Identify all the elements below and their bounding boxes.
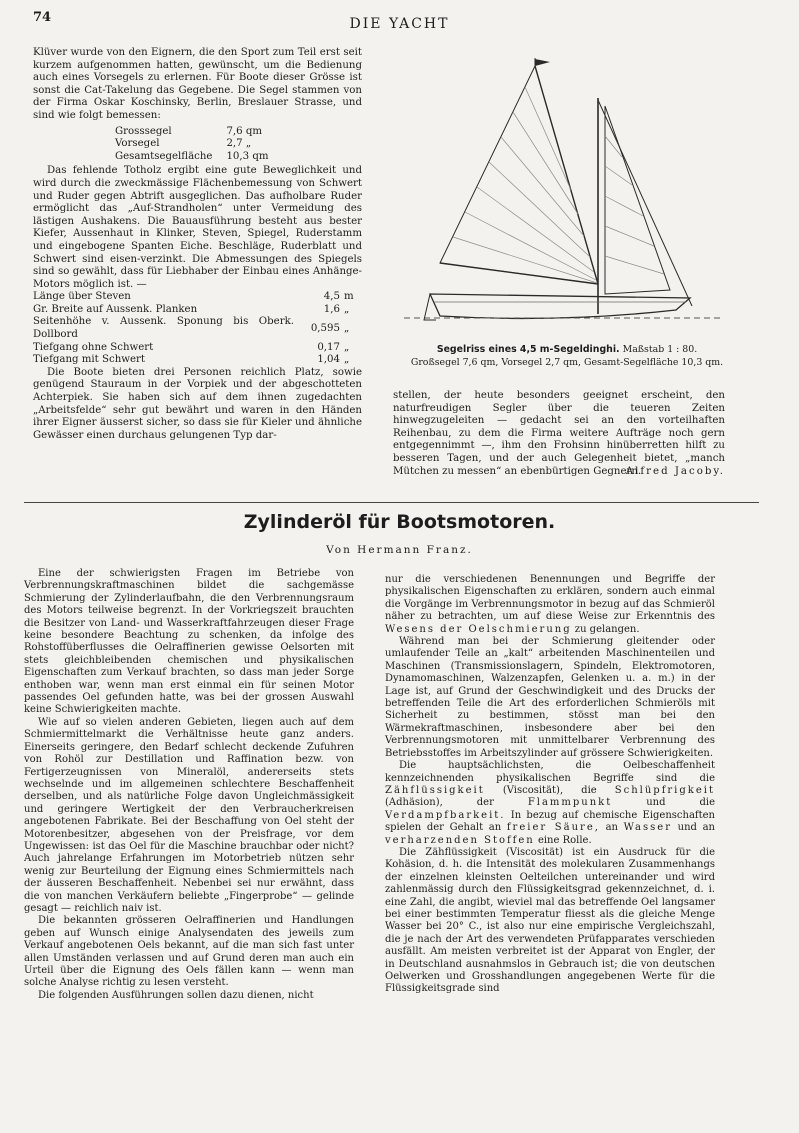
article-left-column <box>24 568 354 1002</box>
article-byline: Von Hermann Franz. <box>326 544 473 556</box>
paragraph: stellen, der heute besonders geeignet erscheint, den naturfreudigen Segler über die teueren Zeiten hinwegzugeleiten — gedacht sei an den vorteilhaften Reihenbau, zu dem die Firma weitere Aufträge noch gern entgegennimmt —, ihm den Frohsinn hinüberretten hilft zu besseren Tagen, und der auch Gelegenheit bietet, „manch Mütchen zu messen“ an ebenbürtigen Gegnern. <box>393 390 725 477</box>
table-row <box>115 151 283 164</box>
dim-label: Seitenhöhe v. Aussenk. Sponung bis Oberk. Dollbord <box>33 316 294 341</box>
top-left-column <box>33 47 362 442</box>
spaced-term: Schlüpfrigkeit <box>614 784 715 796</box>
dim-value: 1,04 <box>317 354 340 366</box>
paragraph: Die bekannten grösseren Oelraffinerien und Handlungen geben auf Wunsch einige Analysendaten des jeweils zum Verkauf angebotenen Oels bekannt, auf die man sich fast unter allen Umständen verlassen und auf Grund deren man auch ein Urteil über die Eignung des Oels fällen kann — wenn man solche Analyse richtig zu lesen versteht. <box>24 915 354 989</box>
yard <box>535 66 598 284</box>
figure-caption <box>398 343 736 369</box>
paragraph: Während man bei der Schmierung gleitender oder umlaufender Teile an „kalt“ arbeitenden Maschinenteilen und Maschinen (Transmissionslagern, Spindeln, Elektromotoren, Dynamomaschinen, Walzenzapfen, Gelenken u. a. m.) in der Lage ist, auf Grund der Geschwindigkeit und des Drucks der betreffenden Teile die Art des erforderlichen Schmieröls mit Sicherheit zu bestimmen, stösst man bei den Wärmekraftmaschinen, insbesondere aber bei den Verbrennungsmotoren mit unmittelbarer Verbrennung des Betriebsstoffes im Arbeitszylinder auf grössere Schwierigkeiten. <box>385 636 715 759</box>
spaced-term: Flammpunkt <box>527 797 613 809</box>
paragraph <box>385 574 715 636</box>
top-right-column <box>393 390 725 479</box>
spaced-term: Zähflüssigkeit <box>385 784 485 796</box>
caption-scale: Maßstab 1 : 80. <box>622 344 698 355</box>
paragraph: Die Zähflüssigkeit (Viscosität) ist ein Ausdruck für die Kohäsion, d. h. die Intensität des molekularen Zusammenhangs der einzelnen kleinsten Oelteilchen untereinander und wird zahlenmässig durch den Flüssigkeitsgrad gekennzeichnet, d. i. eine Zahl, die angibt, wieviel mal das betreffende Oel langsamer bei einer bestimmten Temperatur fliesst als die gleiche Menge Wasser bei 20° C., ist also nur eine empirische Vergleichszahl, die je nach der Art des verwendeten Prüfapparates verschieden ausfällt. Am meisten verbreitet ist der Apparat von Engler, der in Deutschland ausnahmslos in Gebrauch ist; die von deutschen Oelwerken und Grosshandlungen angegebenen Werte für die Flüssigkeitsgrade sind <box>385 846 715 995</box>
text-run: und die <box>646 797 715 809</box>
table-row <box>33 304 362 317</box>
text-run: und an <box>677 822 715 834</box>
dim-unit: „ <box>344 354 350 366</box>
paragraph: Klüver wurde von den Eignern, die den Sport zum Teil erst seit kurzem aufgenommen hatten, gewünscht, um die Bedienung auch eines Vorsegels zu erlernen. Für Boote dieser Grösse ist sonst die Cat-Takelung das Gegebene. Die Segel stammen von der Firma Oskar Koschinsky, Berlin, Breslauer Strasse, und sind wie folgt bemessen: <box>33 47 362 121</box>
author-signature: Alfred Jacoby. <box>625 466 725 478</box>
caption-title: Segelriss eines 4,5 m-Segeldinghi. <box>436 344 620 355</box>
text-run: nur die verschiedenen Benennungen und Begriffe der physikalischen Eigenschaften zu erklären, sondern auch einmal die Vorgänge im Verbrennungsmotor in bezug auf das Schmieröl näher zu betrachten, um auf diese Weise zur Erkenntnis des <box>385 574 715 623</box>
sail-label: Grosssegel <box>115 125 172 137</box>
rudder <box>424 294 436 320</box>
spaced-term: Verdampfbarkeit. <box>385 809 506 821</box>
sail-areas-table <box>115 126 283 164</box>
masthead-flag <box>535 58 550 66</box>
sail-label: Gesamtsegelfläche <box>115 150 213 162</box>
dim-label: Länge über Steven <box>33 291 131 303</box>
text-run: eine Rolle. <box>537 834 592 846</box>
dim-unit: m <box>344 291 354 303</box>
spaced-term: Wasser <box>623 822 672 834</box>
table-row <box>115 126 283 139</box>
sail-value: 10,3 qm <box>226 150 269 162</box>
page-number: 74 <box>33 10 52 25</box>
table-row <box>115 138 283 151</box>
dimensions-table <box>33 291 362 367</box>
dim-label: Tiefgang ohne Schwert <box>33 341 154 353</box>
spaced-term: freier Säure, <box>506 822 600 834</box>
boom <box>440 263 598 284</box>
article-right-column <box>385 574 715 996</box>
dim-unit: „ <box>344 322 350 334</box>
forestay <box>598 100 692 306</box>
sail-plan-drawing <box>400 58 730 326</box>
text-run: an <box>605 822 618 834</box>
sail-seams <box>453 87 597 283</box>
paragraph: Wie auf so vielen anderen Gebieten, liegen auch auf dem Schmiermittelmarkt die Verhältnisse heute ganz anders. Einerseits geringere, den Bedarf schlecht deckende Zufuhren von Rohöl zur Destillation und Raffination bezw. von Fertigerzeugnissen von Mineralöl, andererseits stets wechselnde und im allgemeinen schlechtere Beschaffenheit derselben, und als natürliche Folge davon Ungleichmässigkeit und geringere Wertigkeit der den Verbraucherkreisen angebotenen Fabrikate. Bei der Beschaffung von Oel steht der Motorenbesitzer, abgesehen von der Preisfrage, vor dem Ungewissen: ist das Oel für die Maschine brauchbar oder nicht? Auch jahrelange Erfahrungen im Motorbetrieb nützen sehr wenig zur Beurteilung der Eignung eines Schmiermittels nach der äusseren Beschaffenheit. Nebenbei sei nur erwähnt, dass die von manchen Verkäufern beliebte „Fingerprobe“ — gelinde gesagt — reichlich naiv ist. <box>24 716 354 914</box>
table-row <box>33 316 362 341</box>
mainsail <box>440 66 598 284</box>
dim-label: Tiefgang mit Schwert <box>33 354 145 366</box>
sail-label: Vorsegel <box>115 138 160 150</box>
sail-value: 2,7 „ <box>226 138 252 150</box>
text-run: Die hauptsächlichsten, die Oelbeschaffenheit kennzeichnenden physikalischen Begriffe sind die <box>385 760 715 784</box>
article-title: Zylinderöl für Bootsmotoren. <box>243 511 556 533</box>
text-run: (Viscosität), die <box>502 784 597 796</box>
paragraph: Die Boote bieten drei Personen reichlich Platz, sowie genügend Stauraum in der Vorpiek und der abgeschotteten Achterpiek. Sie haben sich auf dem ihnen zugedachten „Arbeitsfelde“ sehr gut bewährt und waren in den Händen ihrer Eigner äusserst sicher, so dass sie für Kieler und ähnliche Gewässer einen durchaus gelungenen Typ dar- <box>33 366 362 441</box>
dim-value: 0,17 <box>317 341 340 353</box>
caption-line-2: Großsegel 7,6 qm, Vorsegel 2,7 qm, Gesamt-Segelfläche 10,3 qm. <box>410 357 724 368</box>
table-row <box>33 291 362 304</box>
text-run: (Adhäsion), der <box>385 797 494 809</box>
paragraph <box>385 760 715 847</box>
section-divider <box>24 502 759 503</box>
paragraph: Die folgenden Ausführungen sollen dazu dienen, nicht <box>38 989 314 1001</box>
sail-value: 7,6 qm <box>226 125 263 137</box>
table-row <box>33 354 362 367</box>
paragraph: Eine der schwierigsten Fragen im Betriebe von Verbrennungskraftmaschinen bildet die sachgemässe Schmierung der Zylinderlaufbahn, die den Verbrennungsraum des Motors teilweise begrenzt. In der Vorkriegszeit brauchten die Besitzer von Land- und Wasserkraftfahrzeugen dieser Frage keine besondere Beachtung zu schenken, da infolge des Rohstoffüberflusses die Oelraffinerien gewisse Oelsorten mit stets gleichbleibenden chemischen und physikalischen Eigenschaften zum Verkauf brachten, so dass man jeder Sorge enthoben war, wenn man erst einmal ein für seinen Motor passendes Oel gefunden hatte, was bei der grossen Auswahl keine Schwierigkeiten machte. <box>24 568 354 716</box>
dim-unit: „ <box>344 303 350 315</box>
dim-unit: „ <box>344 341 350 353</box>
caption-line-1 <box>398 343 736 356</box>
dim-label: Gr. Breite auf Aussenk. Planken <box>33 303 198 315</box>
dim-value: 0,595 <box>310 322 340 334</box>
foresail-seams <box>605 136 664 274</box>
paragraph: Das fehlende Totholz ergibt eine gute Beweglichkeit und wird durch die zweckmässige Flächenbemessung von Schwert und Ruder gegen Abtrift ausgeglichen. Das aufholbare Ruder ermöglicht das „Auf-Strandholen“ unter Vermeidung des lästigen Aushakens. Die Bauausführung besteht aus bester Kiefer, Aussenhaut in Klinker, Steven, Spiegel, Ruderstamm und eingebogene Spanten Eiche. Beschläge, Ruderblatt und Schwert sind eisen-verzinkt. Die Abmessungen des Spiegels sind so gewählt, dass für Liebhaber der Einbau eines Anhänge-Motors möglich ist. — <box>33 165 362 290</box>
table-row <box>33 342 362 355</box>
running-title: DIE YACHT <box>349 16 450 32</box>
spaced-term: verharzenden Stoffen <box>385 834 535 846</box>
hull <box>430 294 690 318</box>
spaced-term: Wesens der Oelschmierung <box>385 623 572 635</box>
text-run: In bezug auf chemische Eigenschaften spielen der Gehalt an <box>385 809 715 834</box>
text-run: zu gelangen. <box>574 623 640 635</box>
dim-value: 1,6 <box>323 303 340 315</box>
dim-value: 4,5 <box>323 291 340 303</box>
